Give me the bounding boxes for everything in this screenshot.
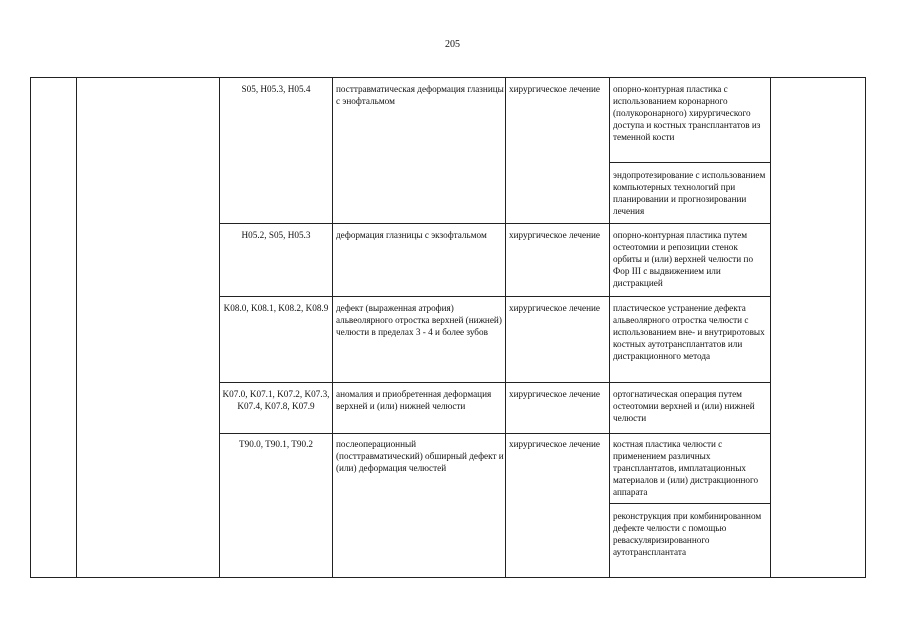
row-method: опорно-контурная пластика путем остеотомии и репозиции стенок орбиты и (или) верхней челюсти по Фор III с выдвижением или дистракцией	[613, 230, 754, 288]
treatment-table	[30, 77, 866, 578]
row-diagnosis: послеоперационный (посттравматический) обширный дефект и (или) деформация челюстей	[336, 439, 504, 473]
row-method: ортогнатическая операция путем остеотомии верхней и (или) нижней челюсти	[613, 389, 755, 423]
row-treatment: хирургическое лечение	[509, 303, 600, 313]
page-number: 205	[445, 39, 460, 50]
row-diagnosis: деформация глазницы с экзофтальмом	[336, 230, 487, 240]
row-diagnosis: дефект (выраженная атрофия) альвеолярного отростка верхней (нижней) челюсти в пределах 3 - 4 и более зубов	[336, 303, 502, 337]
row-diagnosis: посттравматическая деформация глазницы с энофтальмом	[336, 84, 504, 106]
row-diagnosis: аномалия и приобретенная деформация верхней и (или) нижней челюсти	[336, 389, 492, 411]
row-method: костная пластика челюсти с применением различных трансплантатов, имплатационных материалов и (или) дистракционного аппарата	[613, 439, 759, 497]
row-method: пластическое устранение дефекта альвеолярного отростка челюсти с использованием вне- и внутриротовых костных аутотрансплантатов или дистракционного метода	[613, 303, 765, 361]
row-treatment: хирургическое лечение	[509, 439, 600, 449]
row-codes: K08.0, K08.1, K08.2, K08.9	[223, 303, 329, 313]
row-codes: T90.0, T90.1, T90.2	[239, 439, 313, 449]
row-treatment: хирургическое лечение	[509, 389, 600, 399]
row-method: опорно-контурная пластика с использованием коронарного (полукоронарного) хирургического доступа и костных трансплантатов из теменной кости	[613, 84, 761, 142]
row-treatment: хирургическое лечение	[509, 84, 600, 94]
row-treatment: хирургическое лечение	[509, 230, 600, 240]
row-codes: K07.0, K07.1, K07.2, K07.3, K07.4, K07.8, K07.9	[222, 389, 330, 411]
row-method: эндопротезирование с использованием компьютерных технологий при планировании и прогнозировании лечения	[613, 170, 766, 216]
row-codes: S05, H05.3, H05.4	[241, 84, 311, 94]
row-codes: H05.2, S05, H05.3	[241, 230, 311, 240]
row-method: реконструкция при комбинированном дефекте челюсти с помощью реваскуляризированного аутотрансплантата	[613, 511, 762, 557]
